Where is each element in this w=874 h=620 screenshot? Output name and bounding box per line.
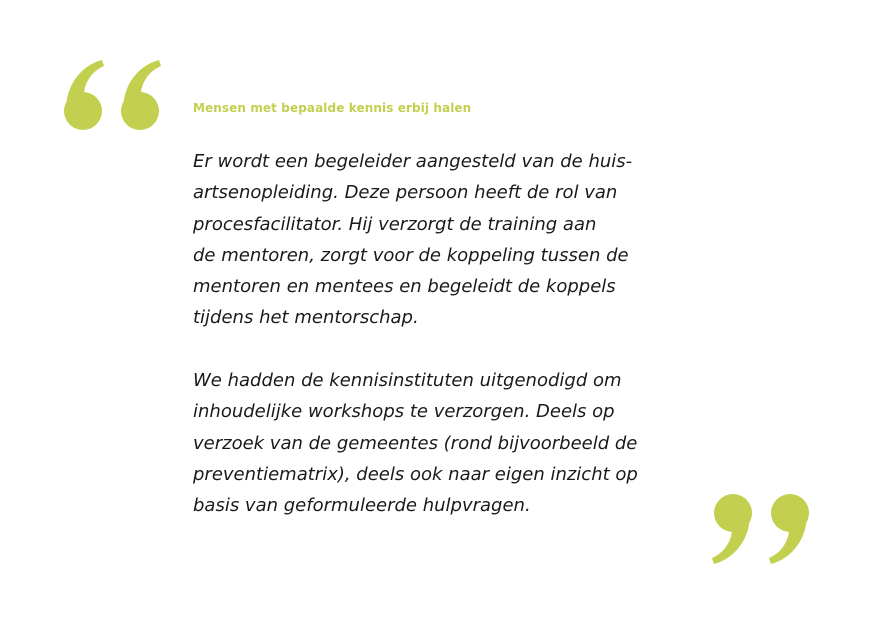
- quote-paragraph-2: We hadden de kennisinstituten uitgenodigd om inhoudelijke workshops te verzorgen. Deels op verzoek van de gemeentes (rond bijvoorbeeld de preventiematrix), deels ook naar eigen inzicht op basis van geformuleerde hulpvragen.: [193, 370, 638, 517]
- closing-quote-icon: [712, 492, 814, 566]
- quote-heading: Mensen met bepaalde kennis erbij halen: [193, 101, 472, 115]
- opening-quote-icon: [62, 58, 164, 132]
- quote-body: [193, 146, 663, 522]
- quote-paragraph-1: Er wordt een begeleider aangesteld van de huis- artsenopleiding. Deze persoon heeft de rol van procesfacilitator. Hij verzorgt de training aan de mentoren, zorgt voor de koppeling tussen de mentoren en mentees en begeleidt de koppels tijdens het mentorschap.: [193, 151, 633, 329]
